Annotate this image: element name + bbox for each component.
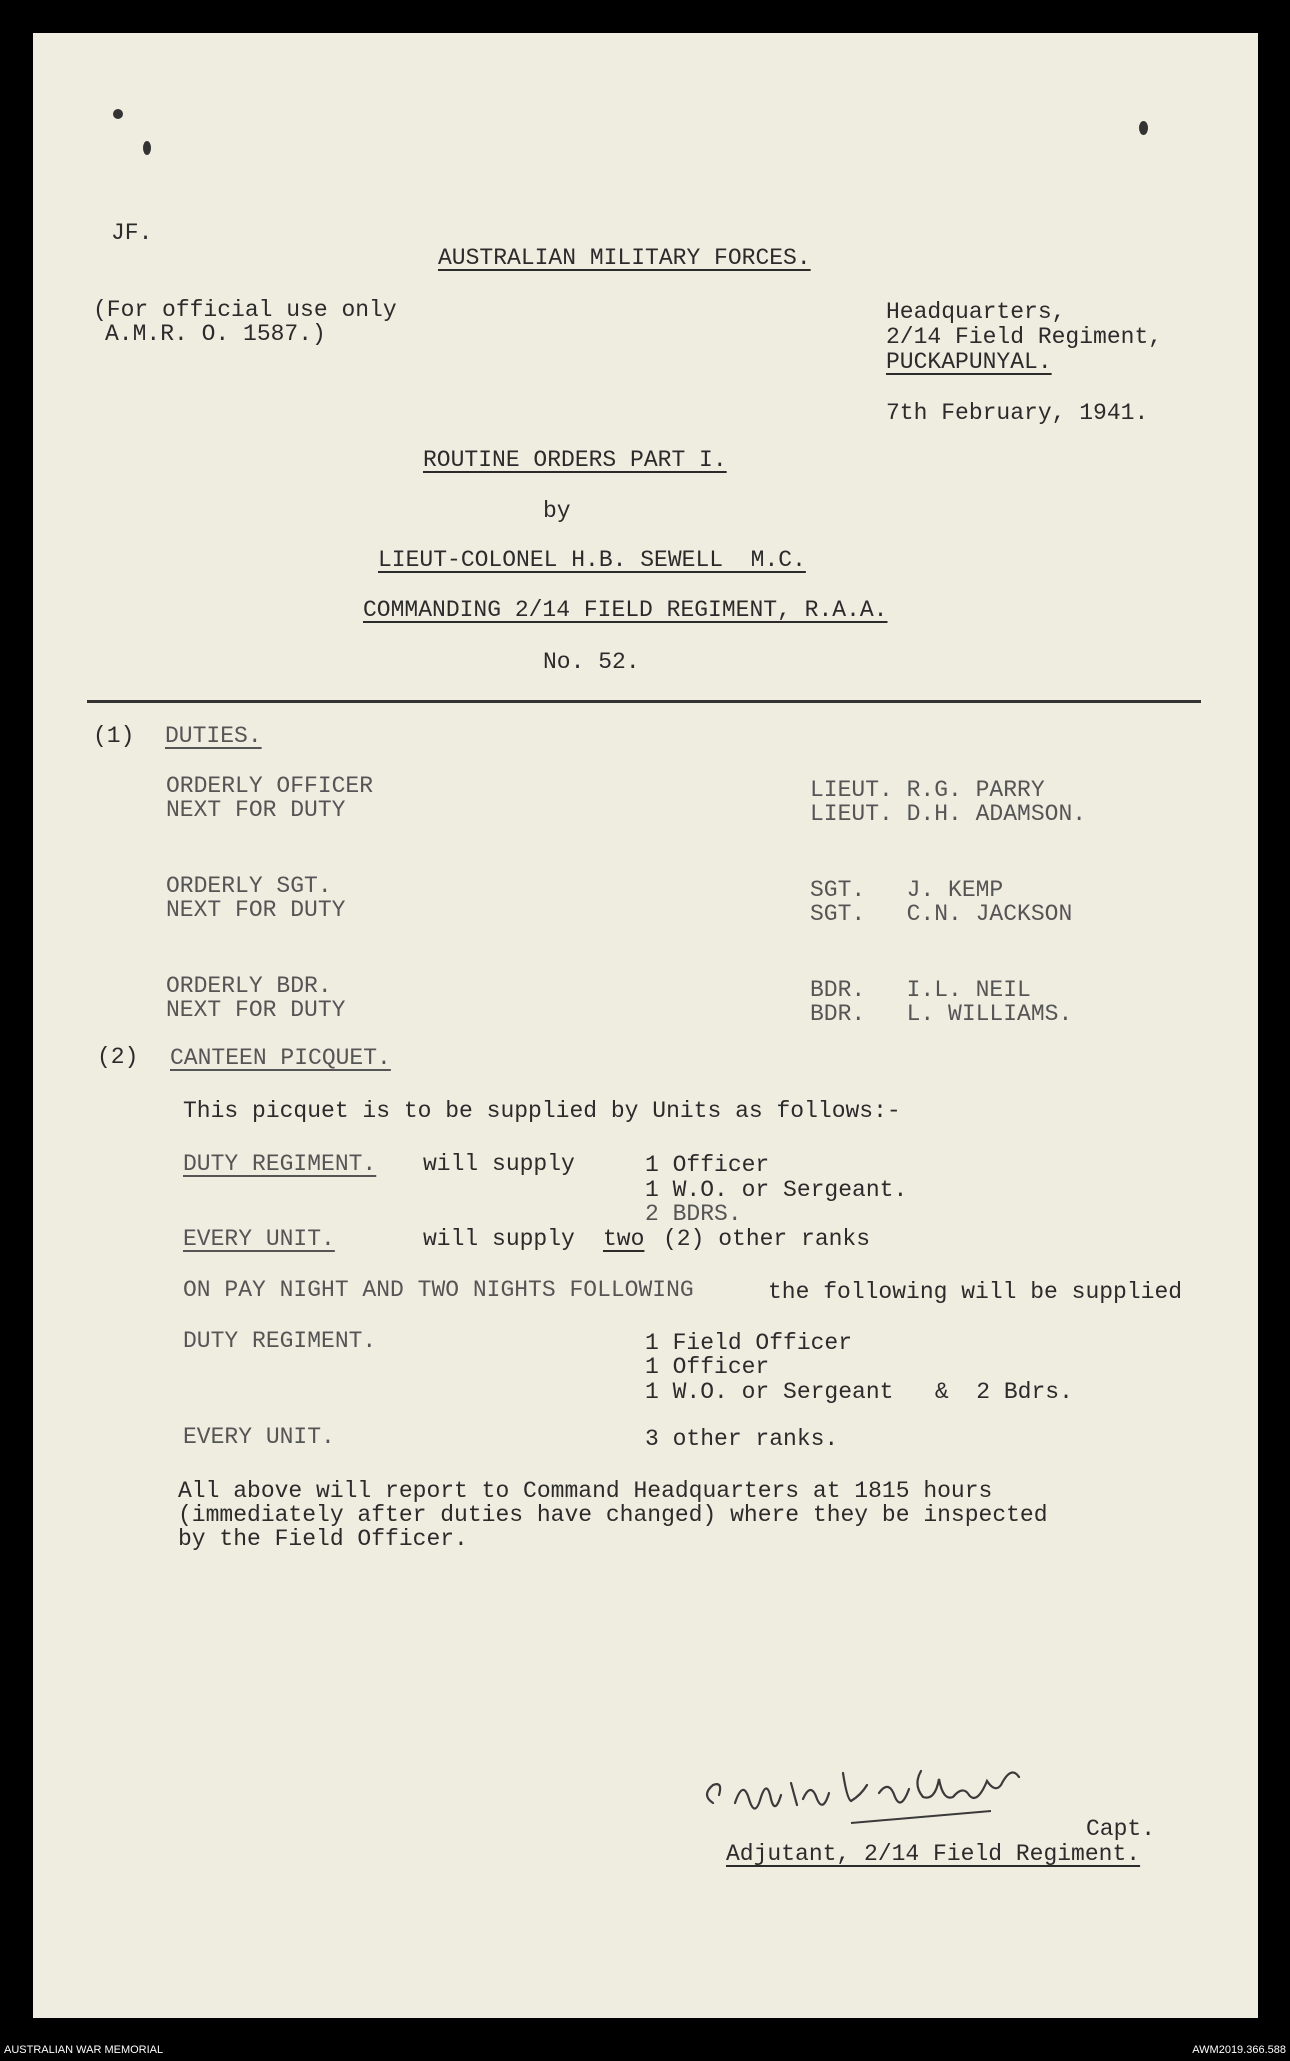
supply-item: 1 Officer — [645, 1152, 770, 1178]
duty-person: SGT. C.N. JACKSON — [810, 901, 1073, 927]
handwritten-signature — [683, 1743, 1103, 1833]
ink-spot — [1139, 121, 1148, 135]
duty-regiment-label-2: DUTY REGIMENT. — [183, 1328, 377, 1354]
duty-role: NEXT FOR DUTY — [166, 897, 346, 923]
orders-title: ROUTINE ORDERS PART I. — [423, 447, 727, 473]
duty-role: ORDERLY OFFICER — [166, 773, 374, 799]
order-number: No. 52. — [543, 649, 640, 675]
supply-item: 2 BDRS. — [645, 1201, 742, 1227]
pay-item: 1 W.O. or Sergeant & 2 Bdrs. — [645, 1379, 1073, 1405]
document-page — [33, 33, 1258, 2018]
document-title: AUSTRALIAN MILITARY FORCES. — [438, 245, 811, 271]
report-line: (immediately after duties have changed) where they be inspected — [178, 1502, 1048, 1528]
every-unit-label-2: EVERY UNIT. — [183, 1424, 335, 1450]
hq-line3: PUCKAPUNYAL. — [886, 349, 1052, 375]
supply-item: 1 W.O. or Sergeant. — [645, 1177, 908, 1203]
every-unit-label: EVERY UNIT. — [183, 1226, 335, 1252]
two-word: two — [603, 1226, 645, 1252]
hq-line2: 2/14 Field Regiment, — [886, 324, 1163, 350]
signatory-rank: Capt. — [1086, 1816, 1156, 1842]
signatory-position: Adjutant, 2/14 Field Regiment. — [726, 1841, 1141, 1867]
report-line: All above will report to Command Headquarters at 1815 hours — [178, 1478, 993, 1504]
order-date: 7th February, 1941. — [886, 400, 1149, 426]
duty-person: BDR. I.L. NEIL — [810, 977, 1031, 1003]
by-label: by — [543, 498, 571, 524]
horizontal-rule — [87, 700, 1201, 703]
duty-person: LIEUT. R.G. PARRY — [810, 777, 1045, 803]
canteen-picquet-heading: CANTEEN PICQUET. — [170, 1045, 391, 1071]
duty-role: ORDERLY BDR. — [166, 973, 332, 999]
will-supply-label: will supply — [423, 1151, 575, 1177]
footer-accession-number: AWM2019.366.588 — [1192, 2044, 1286, 2056]
report-line: by the Field Officer. — [178, 1526, 468, 1552]
official-use-line1: (For official use only — [93, 297, 397, 323]
duty-regiment-label: DUTY REGIMENT. — [183, 1151, 377, 1177]
picquet-intro: This picquet is to be supplied by Units as follows:- — [183, 1098, 901, 1124]
duty-role: NEXT FOR DUTY — [166, 797, 346, 823]
will-supply-two-label: will supply — [423, 1226, 575, 1252]
duties-heading: DUTIES. — [165, 723, 262, 749]
duty-person: SGT. J. KEMP — [810, 877, 1004, 903]
duty-person: LIEUT. D.H. ADAMSON. — [810, 801, 1087, 827]
commander-name: LIEUT-COLONEL H.B. SEWELL M.C. — [378, 547, 806, 573]
other-ranks-two: (2) other ranks — [663, 1226, 871, 1252]
pay-night-rest: the following will be supplied — [768, 1279, 1183, 1305]
pay-item: 1 Officer — [645, 1354, 770, 1380]
pay-item: 1 Field Officer — [645, 1330, 853, 1356]
duty-role: ORDERLY SGT. — [166, 873, 332, 899]
ink-spot — [113, 109, 123, 119]
footer-credit: AUSTRALIAN WAR MEMORIAL — [4, 2044, 164, 2056]
ink-spot — [143, 141, 151, 155]
section-1-number: (1) — [93, 723, 135, 749]
duty-person: BDR. L. WILLIAMS. — [810, 1001, 1073, 1027]
commanding-line: COMMANDING 2/14 FIELD REGIMENT, R.A.A. — [363, 597, 888, 623]
other-ranks-three: 3 other ranks. — [645, 1426, 839, 1452]
pay-night-caps: ON PAY NIGHT AND TWO NIGHTS FOLLOWING — [183, 1277, 694, 1303]
initials: JF. — [111, 220, 153, 246]
official-use-line2: A.M.R. O. 1587.) — [105, 321, 326, 347]
section-2-number: (2) — [97, 1044, 139, 1070]
duty-role: NEXT FOR DUTY — [166, 997, 346, 1023]
hq-line1: Headquarters, — [886, 299, 1066, 325]
